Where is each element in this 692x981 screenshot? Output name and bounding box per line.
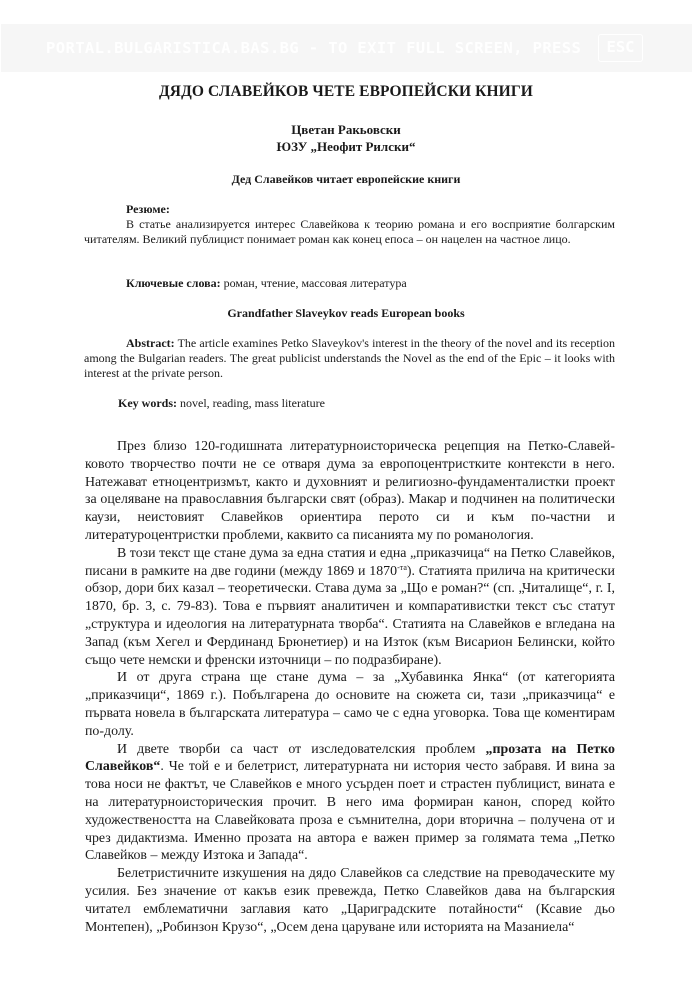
paragraph-text: И двете творби са част от изследователския проблем — [117, 741, 486, 757]
english-keywords — [118, 396, 325, 411]
russian-keywords — [126, 276, 407, 291]
english-abstract-label: Abstract: — [126, 336, 175, 350]
fullscreen-notice-text: PORTAL.BULGARISTICA.BAS.BG - TO EXIT FULL SCREEN, PRESS — [46, 39, 582, 57]
russian-abstract-label — [126, 202, 170, 217]
russian-abstract-label-text: Резюме: — [126, 202, 170, 216]
russian-keywords-label: Ключевые слова: — [126, 276, 221, 290]
russian-keywords-text: роман, чтение, массовая литература — [220, 276, 407, 290]
english-keywords-text: novel, reading, mass literature — [177, 396, 325, 410]
article-body — [85, 438, 615, 936]
author-affiliation: ЮЗУ „Неофит Рилски“ — [276, 139, 416, 154]
body-paragraph: През близо 120-годишната литературноисторическа рецепция на Петко-Славейковото творчество почти не се отваря дума за европоцентристките контексти в него. Натежават етноцентризмът, както и духовният и религиозно-фундаменталистки проект за оцеляване на православния български свят (образ). Макар и подчинен на политически каузи, неистовият Славейков ориентира перото си и към по-частни и литературоцентристки проблеми, каквито са писанията му по романология. — [85, 439, 615, 543]
english-title: Grandfather Slaveykov reads European books — [227, 306, 465, 320]
esc-key-badge: ESC — [598, 34, 643, 62]
russian-abstract — [84, 217, 615, 247]
body-paragraph: Белетристичните изкушения на дядо Славейков са следствие на преводаческите му усилия. Без значение от какъв език превежда, Петко Славейков дава на българския читател емблематични заглавия като „Цариградските потайности“ (Ксавие дьо Монтепен), „Робинзон Крузо“, „Осем дена царуване или историята на Мазаниела“ — [85, 866, 615, 935]
author-block — [0, 121, 692, 155]
paragraph-text: . Че той е и белетрист, литературната ни история често забравя. И вина за това носи не фактът, че Славейков е много усърден поет и страстен публицист, вината е на литературноисторическия прочит. В него има формиран канон, според който художествеността на Славейковата проза е съмнителна, дори вторична – получена от и чрез дидактизма. Именно прозата на автора е важен пример за голямата тема „Петко Славейков – между Изтока и Запада“. — [85, 759, 615, 864]
russian-abstract-text: В статье анализируется интерес Славейкова к теорию романа и его восприятие болгарским читателям. Великий публицист понимает роман как конец епоса – он нацелен на частное лицо. — [84, 217, 615, 246]
superscript-suffix: -та — [397, 562, 407, 572]
paragraph-text: В този текст ще стане дума за една статия и една „приказчица“ на Петко Славейков, писани в рамките на две години (между 1869 и 1870 — [85, 545, 615, 579]
fullscreen-notice-banner — [1, 24, 692, 72]
russian-title: Дед Славейков читает европейские книги — [231, 172, 461, 186]
paragraph-text: ). Статията прилича на критически обзор, дори бих казал – теоретически. Става дума за „Що е роман?“ (сп. „Читалище“, г. I, 1870, бр. 3, с. 79-83). Това е първият аналитичен и компаративистки текст със статут „структура и идеология на литературната творба“. Статията на Славейков е вгледана на Запад (към Хегел и Фердинанд Брюнетиер) и на Изток (към Висарион Белински, който също чете немски и френски източници – по подразбиране). — [85, 563, 615, 668]
body-paragraph — [85, 741, 615, 866]
english-abstract-text: The article examines Petko Slaveykov's interest in the theory of the novel and its reception among the Bulgarian readers. The great publicist understands the Novel as the end of the Epic – it looks with interest at the private person. — [84, 336, 615, 380]
article-title: ДЯДО СЛАВЕЙКОВ ЧЕТЕ ЕВРОПЕЙСКИ КНИГИ — [159, 83, 533, 100]
body-paragraph: И от друга страна ще стане дума – за „Хубавинка Янка“ (от категорията „приказчици“, 1869 г.). Побългарена до основите на сюжета си, тази „приказчица“ е първата новела в българската литература – само че с една уговорка. Това ще коментирам по-долу. — [85, 670, 615, 739]
bold-phrase: „прозата на Петко Славейков“ — [85, 741, 615, 775]
english-keywords-label: Key words: — [118, 396, 177, 410]
english-abstract — [84, 336, 615, 381]
body-paragraph — [85, 545, 615, 670]
author-name: Цветан Ракьовски — [291, 122, 401, 137]
